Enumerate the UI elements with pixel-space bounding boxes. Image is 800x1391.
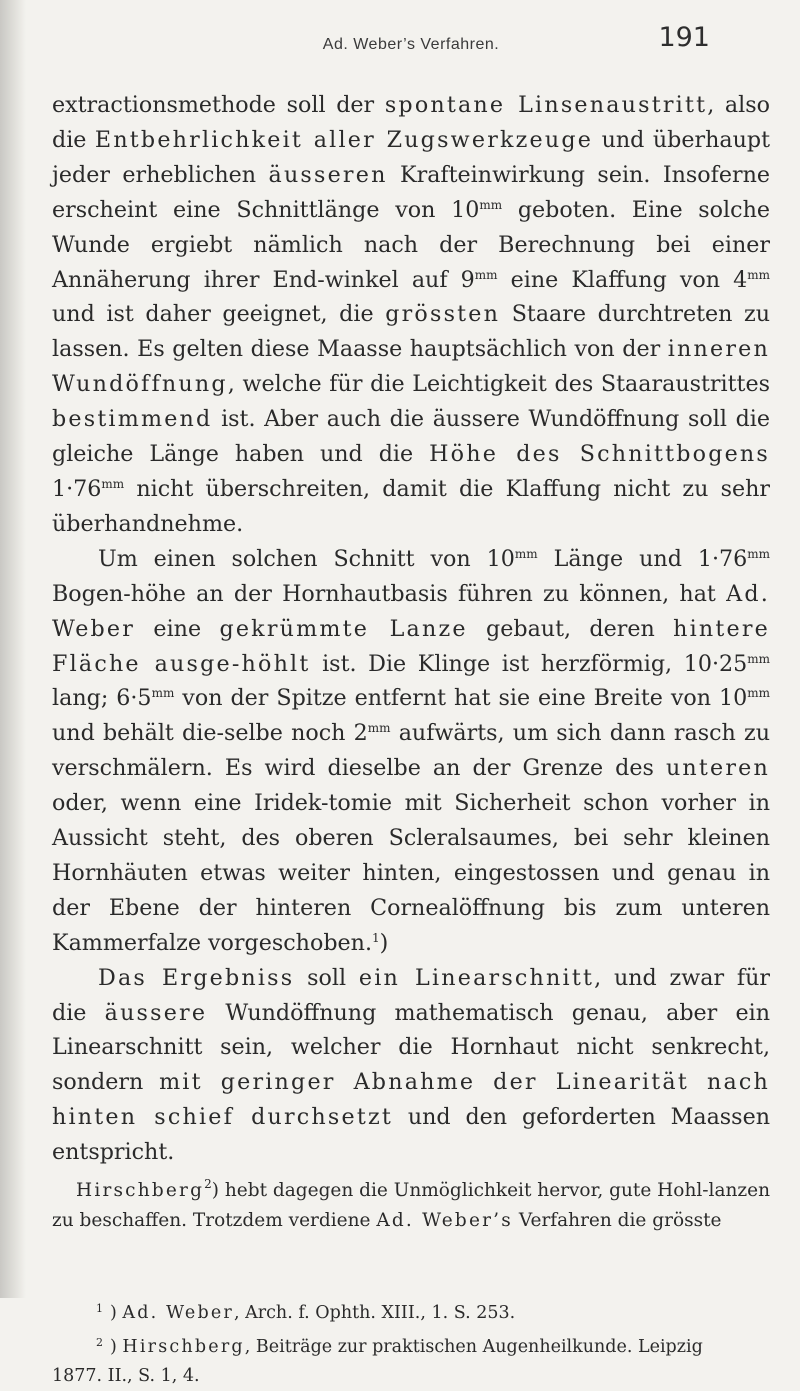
text-run: ist. Aber auch die äussere Wundöffnung soll die gleiche Länge haben und die (52, 406, 770, 468)
page-edge-shadow (0, 0, 26, 1298)
unit-mm: mm (747, 686, 770, 701)
unit-mm: mm (747, 267, 770, 282)
footnote-2-continued (52, 1362, 770, 1391)
unit-mm: mm (101, 476, 125, 491)
emphasis: grössten (385, 301, 501, 328)
emphasis: Entbehrlichkeit aller Zugswerkzeuge (94, 126, 594, 153)
text-run: gebaut, deren (467, 615, 674, 642)
text-run: und behält die-selbe noch 2 (52, 720, 368, 747)
footnote-text: 1877. II., S. 1, 4. (52, 1366, 200, 1387)
emphasis: spontane Linsenaustritt (384, 92, 708, 118)
text-run: oder, wenn eine Iridek-tomie mit Sicherheit schon vorher in Aussicht steht, des oberen Scleralsaumes, bei sehr kleinen Hornhäuten etwas weiter hinten, eingestossen und genau in der Ebene der hinteren Cornealöffnung bis zum unteren Kammerfalze vorgeschoben. (52, 790, 770, 956)
footnote-1: 1 ) Ad. Weber, Arch. f. Ophth. XIII., 1. S. 253. (52, 1294, 770, 1328)
text-run: und überhaupt jeder erheblichen (52, 126, 771, 188)
text-run: und den geforderten Maassen entspricht. (52, 1104, 770, 1166)
author-name: Hirschberg (76, 1180, 205, 1202)
footnote-ref-2[interactable]: 2 (204, 1177, 212, 1192)
footnote-author: Ad. Weber (122, 1303, 234, 1324)
emphasis: äussere (104, 999, 208, 1026)
text-run: nicht überschreiten, damit die Klaffung nicht zu sehr überhandnehme. (52, 475, 770, 537)
text-run: Staare durchtreten zu lassen. Es gelten diese Maasse hauptsächlich von der (52, 301, 770, 363)
paragraph-4 (52, 1176, 770, 1236)
text-run: von der Spitze entfernt hat sie eine Breite von 10 (174, 685, 748, 712)
small-print-paragraph (52, 1176, 770, 1236)
emphasis: ein Linearschnitt (358, 964, 595, 991)
text-run: Um einen solchen Schnitt von 10 (98, 545, 515, 572)
text-run: eine Klaffung von 4 (497, 266, 748, 293)
footnote-2: 2 ) Hirschberg, Beiträge zur praktischen Augenheilkunde. Leipzig (52, 1328, 770, 1362)
unit-mm: mm (747, 546, 770, 561)
unit-mm: mm (151, 686, 175, 701)
text-run: ist. Die Klinge ist herzförmig, 10·25 (310, 650, 748, 677)
unit-mm: mm (514, 546, 538, 561)
emphasis: Das Ergebniss (98, 964, 295, 991)
text-run: Krafteinwirkung sein. Insoferne erscheint eine Schnittlänge von 10 (52, 161, 770, 223)
text-run: Verfahren die grösste (512, 1210, 722, 1232)
text-run: aufwärts, um sich dann rasch zu verschmälern. Es wird dieselbe an der Grenze des (52, 720, 770, 782)
paragraph-3 (52, 961, 770, 1170)
emphasis: mit geringer Abnahme der Linearität nach hinten schief durchsetzt (52, 1069, 770, 1131)
paragraph-2 (52, 542, 770, 961)
text-run: Länge und 1·76 (537, 545, 748, 572)
text-run: extractionsmethode soll der (52, 92, 385, 118)
footnote-number: 1 (96, 1302, 103, 1316)
footnotes (52, 1294, 770, 1391)
unit-mm: mm (474, 267, 498, 282)
text-run: Bogen-höhe an der Hornhautbasis führen zu können, hat (52, 580, 727, 607)
text-run: und ist daher geeignet, die (52, 301, 386, 328)
footnote-text: , Arch. f. Ophth. XIII., 1. S. 253. (234, 1303, 516, 1324)
unit-mm: mm (479, 197, 503, 212)
unit-mm: mm (367, 721, 391, 736)
emphasis: äusseren (268, 161, 388, 188)
text-run: soll (294, 964, 359, 991)
author-name: Ad. Weber (52, 580, 770, 642)
footnote-author: Hirschberg (122, 1337, 245, 1358)
footnote-number: 2 (96, 1336, 103, 1350)
emphasis: bestimmend (52, 406, 213, 433)
text-run: 1·76 (52, 475, 102, 502)
text-run: ) (379, 929, 389, 956)
running-head (52, 18, 770, 62)
text-run: geboten. Eine solche Wunde ergiebt nämlich nach der Berechnung bei einer Annäherung ihrer End-winkel auf 9 (52, 196, 770, 293)
unit-mm: mm (747, 651, 770, 666)
text-run: , welche für die Leichtigkeit des Staaraustrittes (227, 371, 770, 398)
text-run: , und zwar für die (52, 964, 771, 1026)
book-page (52, 18, 770, 1391)
page-number: 191 (658, 22, 710, 53)
emphasis: inneren Wundöffnung (52, 336, 770, 398)
main-text (52, 88, 770, 1170)
text-run: lang; 6·5 (52, 685, 152, 712)
text-run: Wundöffnung mathematisch genau, aber ein Linearschnitt sein, welcher die Hornhaut nicht senkrecht, sondern (52, 999, 770, 1096)
text-run: ) hebt dagegen die Unmöglichkeit hervor, gute Hohl-lanzen zu beschaffen. Trotzdem verdiene (52, 1180, 770, 1232)
footnote-text: , Beiträge zur praktischen Augenheilkunde. Leipzig (244, 1337, 703, 1358)
text-run: eine (135, 615, 220, 642)
text-run: , also die (52, 92, 770, 153)
paragraph-1 (52, 88, 770, 542)
emphasis: hintere Fläche ausge-höhlt (52, 615, 770, 677)
footnote-ref-1[interactable]: 1 (372, 930, 380, 945)
emphasis: gekrümmte Lanze (219, 615, 468, 642)
emphasis: Höhe des Schnittbogens (429, 441, 770, 468)
running-head-title: Ad. Weber’s Verfahren. (322, 36, 500, 53)
emphasis: unteren (665, 755, 770, 782)
author-name: Ad. Weber’s (376, 1210, 513, 1232)
